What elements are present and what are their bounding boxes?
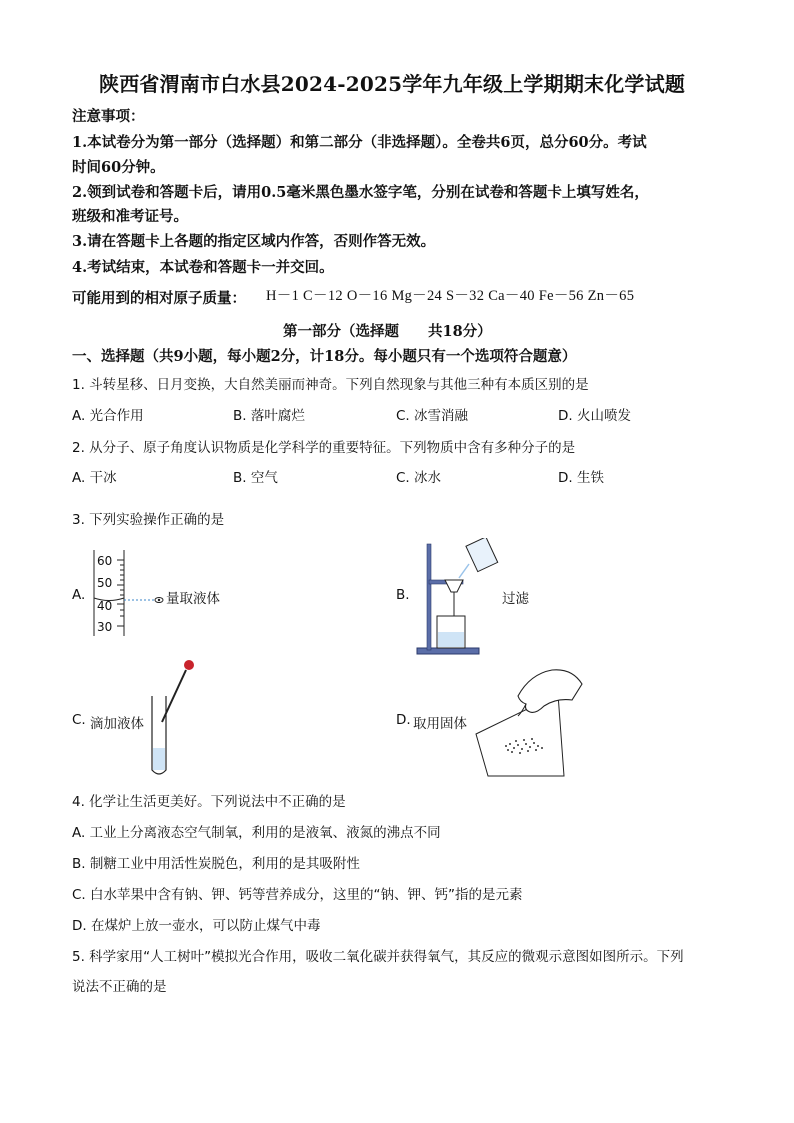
note-line-1b: 时间60分钟。 bbox=[72, 159, 165, 176]
cylinder-tick-60: 60 bbox=[97, 554, 113, 568]
exam-title: 陕西省渭南市白水县2024-2025学年九年级上学期期末化学试题 bbox=[99, 72, 686, 96]
atomic-mass-values: H－1 C－12 O－16 Mg－24 S－32 Ca－40 Fe－56 Zn－65 bbox=[266, 288, 635, 304]
q3-option-a-label: 量取液体 bbox=[166, 591, 220, 607]
q1-option-a: A. 光合作用 bbox=[72, 408, 144, 424]
note-line-2b: 班级和准考证号。 bbox=[72, 208, 188, 225]
q2-option-d: D. 生铁 bbox=[558, 470, 604, 486]
cylinder-tick-50: 50 bbox=[97, 576, 113, 590]
q2-option-c: C. 冰水 bbox=[396, 470, 442, 486]
atomic-mass-label: 可能用到的相对原子质量： bbox=[72, 290, 246, 307]
q3-option-b-letter: B. bbox=[396, 587, 410, 603]
hand-taking-solid-figure bbox=[472, 660, 588, 778]
notes-heading: 注意事项： bbox=[72, 108, 145, 125]
q1-option-c: C. 冰雪消融 bbox=[396, 408, 469, 424]
q3-option-d-letter: D. bbox=[396, 712, 411, 728]
q1-option-b: B. 落叶腐烂 bbox=[233, 408, 305, 424]
question-5-stem-line1: 5. 科学家用“人工树叶”模拟光合作用，吸收二氧化碳并获得氧气，其反应的微观示意图如图所示。下列 bbox=[72, 949, 684, 965]
q2-option-a: A. 干冰 bbox=[72, 470, 117, 486]
section1-heading: 一、选择题（共9小题，每小题2分，计18分。每小题只有一个选项符合题意） bbox=[72, 348, 577, 365]
cylinder-tick-40: 40 bbox=[97, 599, 113, 613]
cylinder-tick-30: 30 bbox=[97, 620, 113, 634]
question-4-stem: 4. 化学让生活更美好。下列说法中不正确的是 bbox=[72, 794, 346, 810]
note-line-2a: 2.领到试卷和答题卡后，请用0.5毫米黑色墨水签字笔，分别在试卷和答题卡上填写姓名， bbox=[72, 184, 649, 201]
q2-option-b: B. 空气 bbox=[233, 470, 278, 486]
note-line-4: 4.考试结束，本试卷和答题卡一并交回。 bbox=[72, 259, 334, 276]
q1-option-d: D. 火山喷发 bbox=[558, 408, 631, 424]
part1-heading: 第一部分（选择题 共18分） bbox=[283, 323, 492, 340]
q4-option-d: D. 在煤炉上放一壶水，可以防止煤气中毒 bbox=[72, 918, 321, 934]
q4-option-b: B. 制糖工业中用活性炭脱色，利用的是其吸附性 bbox=[72, 856, 360, 872]
q3-option-b-label: 过滤 bbox=[502, 591, 529, 607]
q4-option-a: A. 工业上分离液态空气制氧，利用的是液氧、液氮的沸点不同 bbox=[72, 825, 441, 841]
question-5-stem-line2: 说法不正确的是 bbox=[72, 979, 167, 995]
q3-option-c-letter: C. bbox=[72, 712, 86, 728]
q3-option-d-label: 取用固体 bbox=[413, 716, 467, 732]
question-2-stem: 2. 从分子、原子角度认识物质是化学科学的重要特征。下列物质中含有多种分子的是 bbox=[72, 440, 576, 456]
q4-option-c: C. 白水苹果中含有钠、钾、钙等营养成分，这里的“钠、钾、钙”指的是元素 bbox=[72, 887, 523, 903]
note-line-1a: 1.本试卷分为第一部分（选择题）和第二部分（非选择题）。全卷共6页，总分60分。考试 bbox=[72, 134, 647, 151]
dropper-test-tube-figure bbox=[140, 656, 200, 780]
filtration-apparatus-figure bbox=[415, 538, 505, 656]
question-1-stem: 1. 斗转星移、日月变换，大自然美丽而神奇。下列自然现象与其他三种有本质区别的是 bbox=[72, 377, 589, 393]
note-line-3: 3.请在答题卡上各题的指定区域内作答，否则作答无效。 bbox=[72, 233, 436, 250]
q3-option-a-letter: A. bbox=[72, 587, 86, 603]
q3-option-c-label: 滴加液体 bbox=[90, 716, 144, 732]
question-3-stem: 3. 下列实验操作正确的是 bbox=[72, 512, 225, 528]
